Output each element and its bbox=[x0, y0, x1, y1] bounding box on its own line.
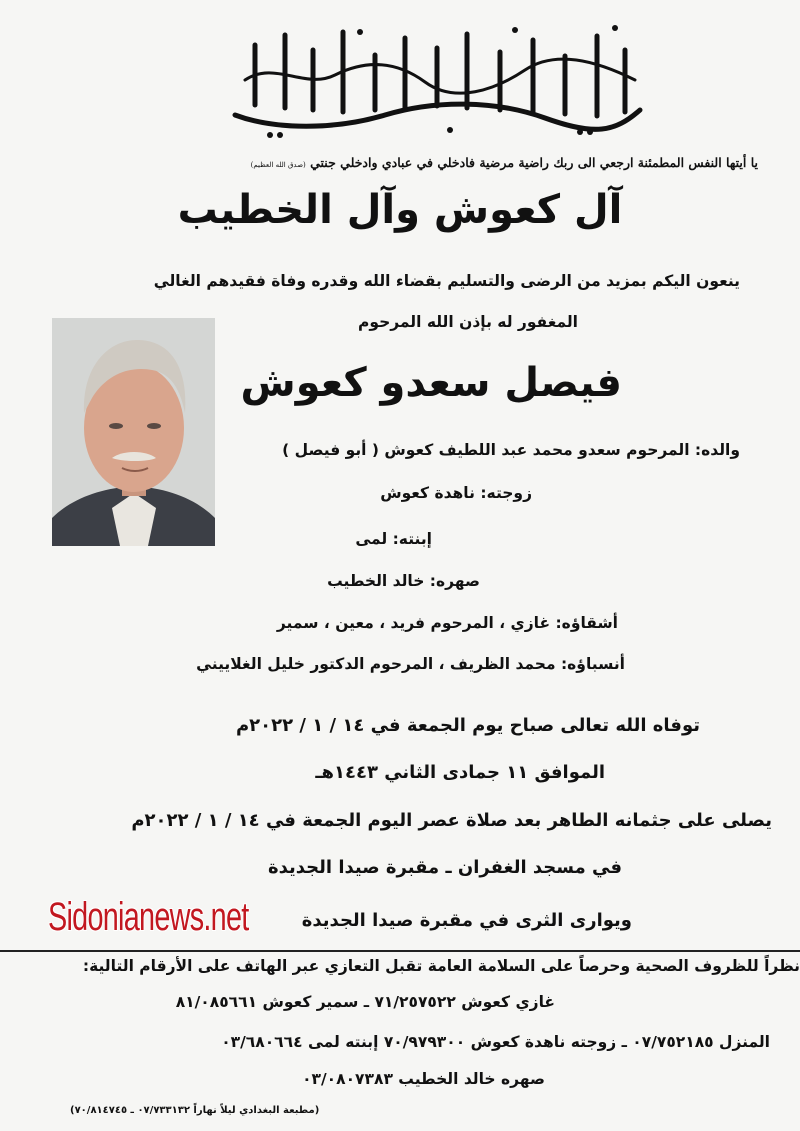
families-title: آل كعوش وآل الخطيب bbox=[177, 187, 623, 233]
deceased-photo bbox=[52, 318, 215, 546]
condolences-phones-1: غازي كعوش ٧١/٢٥٧٥٢٢ ـ سمير كعوش ٨١/٠٨٥٦٦١ bbox=[175, 993, 555, 1011]
announcement-line-2: المغفور له بإذن الله المرحوم bbox=[358, 313, 578, 331]
deceased-name: فيصل سعدو كعوش bbox=[240, 360, 622, 406]
brothers-line: أشقاؤه: غازي ، المرحوم فريد ، معين ، سمير bbox=[276, 614, 618, 632]
prayer-line: يصلى على جثمانه الطاهر بعد صلاة عصر اليوم الجمعة في ١٤ / ١ / ٢٠٢٢م bbox=[131, 810, 772, 831]
verse-text: يا أيتها النفس المطمئنة ارجعي الى ربك راضية مرضية فادخلي في عبادي وادخلي جنتي bbox=[310, 155, 758, 170]
watermark: Sidonianews.net bbox=[48, 895, 249, 939]
condolences-phones-2: المنزل ٠٧/٧٥٢١٨٥ ـ زوجته ناهدة كعوش ٧٠/٩٧٩٣٠٠ إبنته لمى ٠٣/٦٨٠٦٦٤ bbox=[221, 1033, 770, 1051]
divider bbox=[0, 950, 800, 952]
calligraphy-header bbox=[215, 20, 655, 145]
wife-line: زوجته: ناهدة كعوش bbox=[380, 484, 532, 502]
mosque-line: في مسجد الغفران ـ مقبرة صيدا الجديدة bbox=[267, 857, 622, 878]
condolences-intro: نظراً للظروف الصحية وحرصاً على السلامة العامة تقبل التعازي عبر الهاتف على الأرقام التالية: bbox=[82, 957, 800, 975]
daughter-line: إبنته: لمى bbox=[355, 530, 432, 548]
quran-verse bbox=[38, 155, 758, 170]
calligraphy-art bbox=[215, 20, 655, 145]
father-line: والده: المرحوم سعدو محمد عبد اللطيف كعوش ( أبو فيصل ) bbox=[282, 441, 740, 459]
burial-line: ويوارى الثرى في مقبرة صيدا الجديدة bbox=[301, 910, 632, 931]
in-laws-line: أنسباؤه: محمد الظريف ، المرحوم الدكتور خليل الغلاييني bbox=[196, 655, 625, 673]
verse-source: (صدق الله العظيم) bbox=[250, 161, 306, 169]
printer-credit: (مطبعة البغدادي ليلاً نهاراً ٠٧/٧٣٣١٣٢ ـ ٧٠/٨١٤٧٤٥) bbox=[70, 1105, 320, 1116]
portrait-illustration bbox=[52, 318, 215, 546]
son-in-law-line: صهره: خالد الخطيب bbox=[327, 572, 480, 590]
announcement-line-1: ينعون اليكم بمزيد من الرضى والتسليم بقضاء الله وقدره وفاة فقيدهم الغالي bbox=[153, 272, 740, 290]
death-date-line: توفاه الله تعالى صباح يوم الجمعة في ١٤ / ١ / ٢٠٢٢م bbox=[235, 715, 700, 736]
hijri-date-line: الموافق ١١ جمادى الثاني ١٤٤٣هـ bbox=[315, 762, 605, 783]
condolences-phones-3: صهره خالد الخطيب ٠٣/٠٨٠٧٣٨٣ bbox=[302, 1070, 545, 1088]
